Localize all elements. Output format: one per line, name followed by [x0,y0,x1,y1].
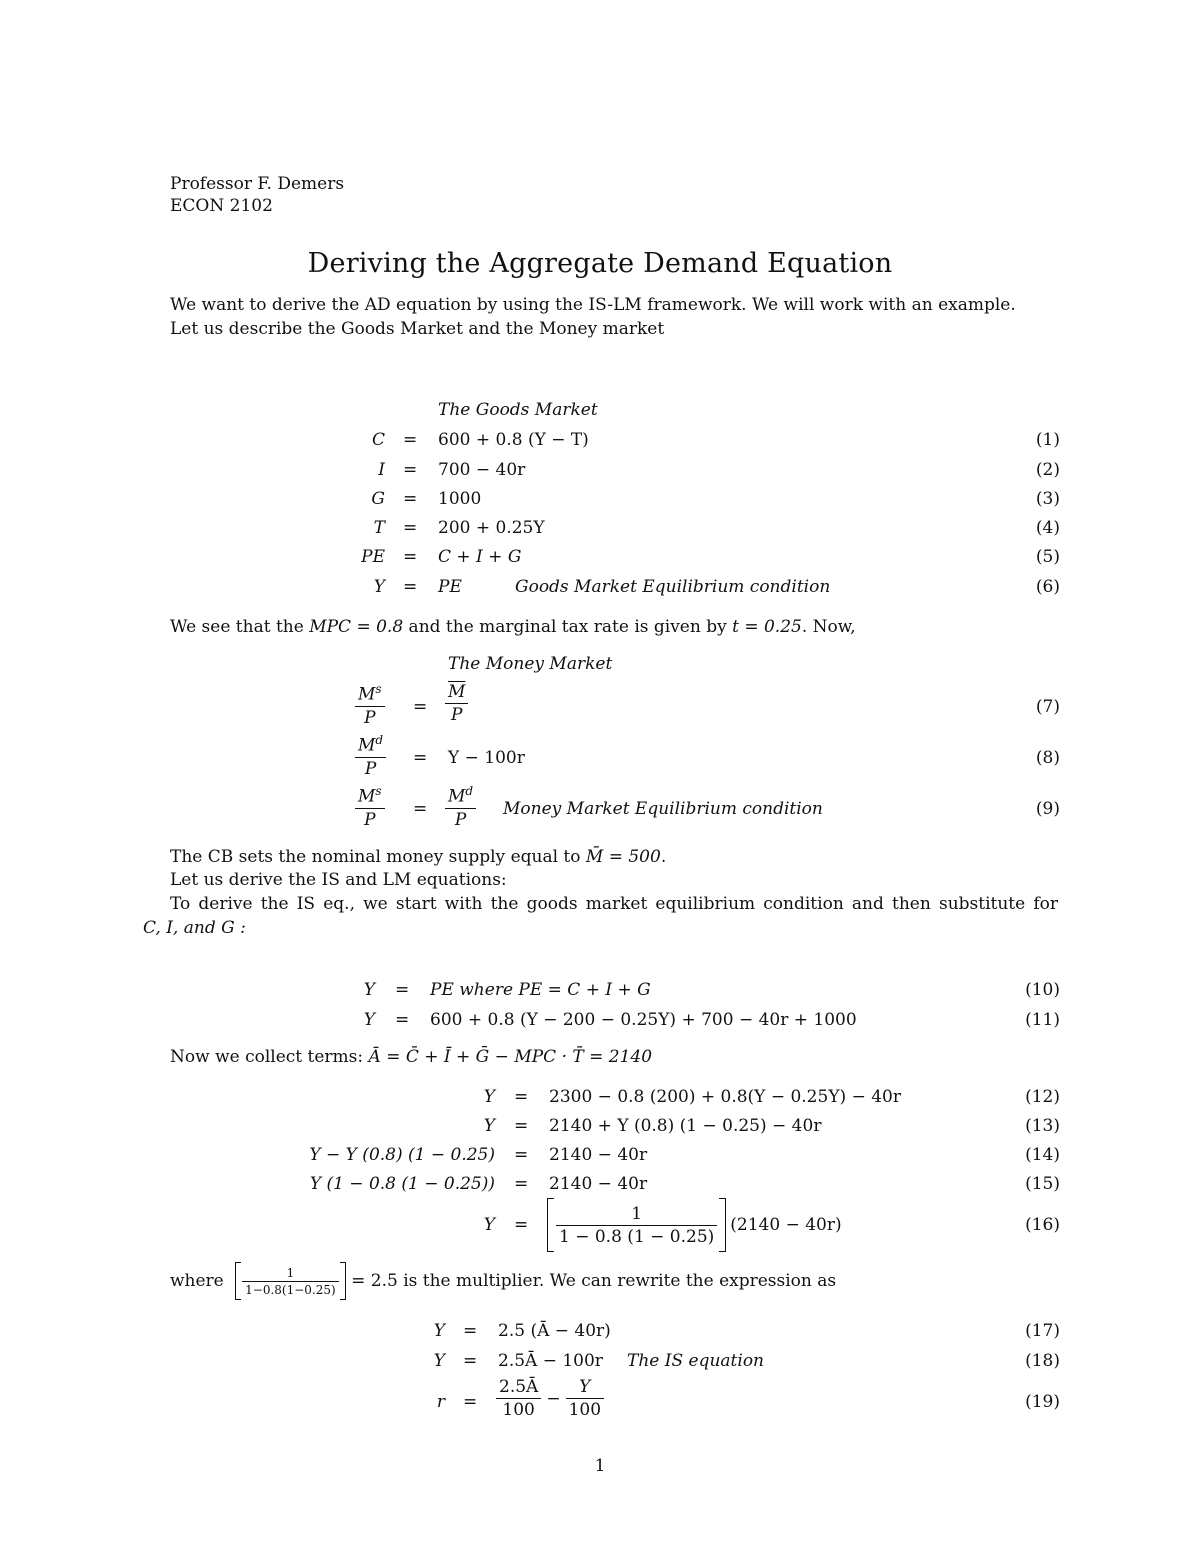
eq2-number: (2) [1035,460,1060,480]
money-supply-value: M̄ = 500 [585,847,661,867]
eq7-lhs-numerator: M [358,684,376,705]
eq2-rhs: 700 − 40r [438,460,526,480]
eq8-lhs-numerator: M [358,735,376,756]
eq18-number: (18) [1025,1351,1060,1371]
eq8-lhs-sup: d [375,733,384,747]
eq19-rhs [496,1377,604,1420]
eq17-lhs: Y [433,1321,445,1341]
eq10-number: (10) [1025,980,1060,1000]
eq6-equals: = [403,577,418,597]
eq7-rhs-denominator: P [450,705,463,725]
eq13-lhs: Y [483,1116,495,1136]
eq15-number: (15) [1025,1174,1060,1194]
eq19-fraction2-numerator: Y [566,1377,604,1399]
multiplier-fraction [556,1204,717,1247]
eq17-rhs: 2.5 (Ā − 40r) [498,1321,611,1341]
page-number: 1 [594,1456,606,1476]
eq1-equals: = [403,430,418,450]
eq19-fraction1-numerator: 2.5Ā [496,1377,541,1399]
eq14-lhs: Y − Y (0.8) (1 − 0.25) [309,1145,495,1165]
eq19-minus: − [546,1388,561,1409]
cb-part1: The CB sets the nominal money supply equal to [170,847,586,867]
eq16-lhs: Y [483,1215,495,1235]
eq7-lhs-denominator: P [364,707,376,728]
eq16-rhs [547,1198,842,1252]
eq16-number: (16) [1025,1215,1060,1235]
eq9-rhs-denominator: P [454,809,467,830]
mpc-part1: We see that the [170,617,310,637]
eq13-number: (13) [1025,1116,1060,1136]
intro-line-1: We want to derive the AD equation by using the IS-LM framework. We will work with an example. [170,295,1016,315]
eq11-number: (11) [1025,1010,1060,1030]
left-bracket [547,1198,554,1252]
eq7-number: (7) [1035,697,1060,717]
mpc-part2: and the marginal tax rate is given by [403,617,733,637]
eq9-equals: = [413,799,428,819]
eq8-lhs-denominator: P [364,758,377,779]
eq11-equals: = [395,1010,410,1030]
mpc-value: MPC = 0.8 [309,617,404,637]
small-fraction-denominator: 1−0.8(1−0.25) [245,1282,336,1297]
derive-is-text: To derive the IS eq., we start with the goods market equilibrium condition and then substitute for [170,894,1058,914]
eq9-note: Money Market Equilibrium condition [503,799,823,819]
eq18-note: The IS equation [627,1351,764,1371]
eq9-lhs [355,784,385,830]
eq19-equals: = [463,1392,478,1412]
mpc-sentence [170,617,856,637]
eq16-fraction-numerator: 1 [556,1204,717,1226]
small-left-bracket [235,1262,241,1300]
eq8-equals: = [413,748,428,768]
eq15-lhs: Y (1 − 0.8 (1 − 0.25)) [309,1174,495,1194]
eq9-lhs-denominator: P [364,809,376,830]
eq5-number: (5) [1035,547,1060,567]
eq7-rhs [445,682,468,725]
autonomous-spending-expr: Ā = C̄ + Ī + Ḡ − MPC · T̄ = 2140 [368,1047,653,1067]
eq2-equals: = [403,460,418,480]
eq9-rhs-numerator: M [448,786,466,807]
eq15-equals: = [514,1174,529,1194]
eq19-lhs: r [436,1392,445,1412]
eq12-equals: = [514,1087,529,1107]
eq7-lhs-sup: s [375,682,382,696]
eq5-lhs: PE [361,547,385,567]
eq10-lhs: Y [363,980,375,1000]
eq3-number: (3) [1035,489,1060,509]
eq9-lhs-sup: s [375,784,382,798]
eq17-number: (17) [1025,1321,1060,1341]
eq4-lhs: T [373,518,385,538]
eq12-rhs: 2300 − 0.8 (200) + 0.8(Y − 0.25Y) − 40r [549,1087,901,1107]
tax-rate-value: t = 0.25 [732,617,802,637]
eq1-number: (1) [1035,430,1060,450]
small-fraction-numerator: 1 [242,1266,339,1282]
eq10-rhs: PE where PE = C + I + G [430,980,651,1000]
eq12-number: (12) [1025,1087,1060,1107]
money-market-heading: The Money Market [448,654,613,674]
eq16-rhs-tail: (2140 − 40r) [730,1215,842,1235]
eq18-lhs: Y [433,1351,445,1371]
eq1-lhs: C [371,430,385,450]
eq14-number: (14) [1025,1145,1060,1165]
eq9-rhs [445,784,476,830]
eq14-rhs: 2140 − 40r [549,1145,648,1165]
eq3-lhs: G [371,489,385,509]
eq3-equals: = [403,489,418,509]
cb-part3: . [660,847,667,867]
eq1-rhs: 600 + 0.8 (Y − T) [438,430,589,450]
substitute-vars-text: C, I, and G : [143,918,246,938]
eq9-rhs-sup: d [465,784,474,798]
multiplier-rest: = 2.5 is the multiplier. We can rewrite the expression as [345,1271,837,1291]
eq7-lhs [355,682,385,728]
eq9-number: (9) [1035,799,1060,819]
cb-sentence [170,847,666,867]
small-multiplier-fraction [242,1266,339,1297]
collect-terms-label: Now we collect terms: [170,1047,369,1067]
eq17-equals: = [463,1321,478,1341]
eq6-lhs: Y [373,577,385,597]
eq5-rhs: C + I + G [438,547,522,567]
eq15-rhs: 2140 − 40r [549,1174,648,1194]
eq11-rhs: 600 + 0.8 (Y − 200 − 0.25Y) + 700 − 40r + 1000 [430,1010,857,1030]
eq4-number: (4) [1035,518,1060,538]
eq8-number: (8) [1035,748,1060,768]
eq18-rhs: 2.5Ā − 100r [498,1351,603,1371]
eq16-equals: = [514,1215,529,1235]
eq6-number: (6) [1035,577,1060,597]
eq8-lhs [355,733,386,779]
eq12-lhs: Y [483,1087,495,1107]
eq8-rhs: Y − 100r [448,748,525,768]
eq10-equals: = [395,980,410,1000]
professor-name: Professor F. Demers [170,174,345,194]
eq11-lhs: Y [363,1010,375,1030]
eq9-lhs-numerator: M [358,786,376,807]
page-title: Deriving the Aggregate Demand Equation [307,248,893,279]
eq5-equals: = [403,547,418,567]
eq13-rhs: 2140 + Y (0.8) (1 − 0.25) − 40r [549,1116,822,1136]
derive-is-lm-text: Let us derive the IS and LM equations: [170,870,507,890]
multiplier-where: where [170,1271,230,1291]
eq19-fraction1-denominator: 100 [502,1400,535,1420]
collect-terms-sentence [170,1047,652,1067]
eq18-equals: = [463,1351,478,1371]
eq2-lhs: I [378,460,385,480]
eq13-equals: = [514,1116,529,1136]
eq4-equals: = [403,518,418,538]
eq3-rhs: 1000 [438,489,482,509]
goods-market-heading: The Goods Market [438,400,598,420]
eq16-fraction-denominator: 1 − 0.8 (1 − 0.25) [559,1226,715,1247]
multiplier-sentence [170,1262,836,1300]
course-code: ECON 2102 [170,196,273,216]
eq6-rhs: PE [438,577,462,597]
eq4-rhs: 200 + 0.25Y [438,518,545,538]
eq6-note: Goods Market Equilibrium condition [515,577,831,597]
eq7-equals: = [413,697,428,717]
eq7-rhs-numerator: $\overline{M}$ [448,682,466,702]
mpc-part3: . Now, [801,617,856,637]
eq19-fraction2-denominator: 100 [568,1400,602,1420]
right-bracket [719,1198,726,1252]
intro-line-2: Let us describe the Goods Market and the Money market [170,319,665,339]
eq19-number: (19) [1025,1392,1060,1412]
eq14-equals: = [514,1145,529,1165]
